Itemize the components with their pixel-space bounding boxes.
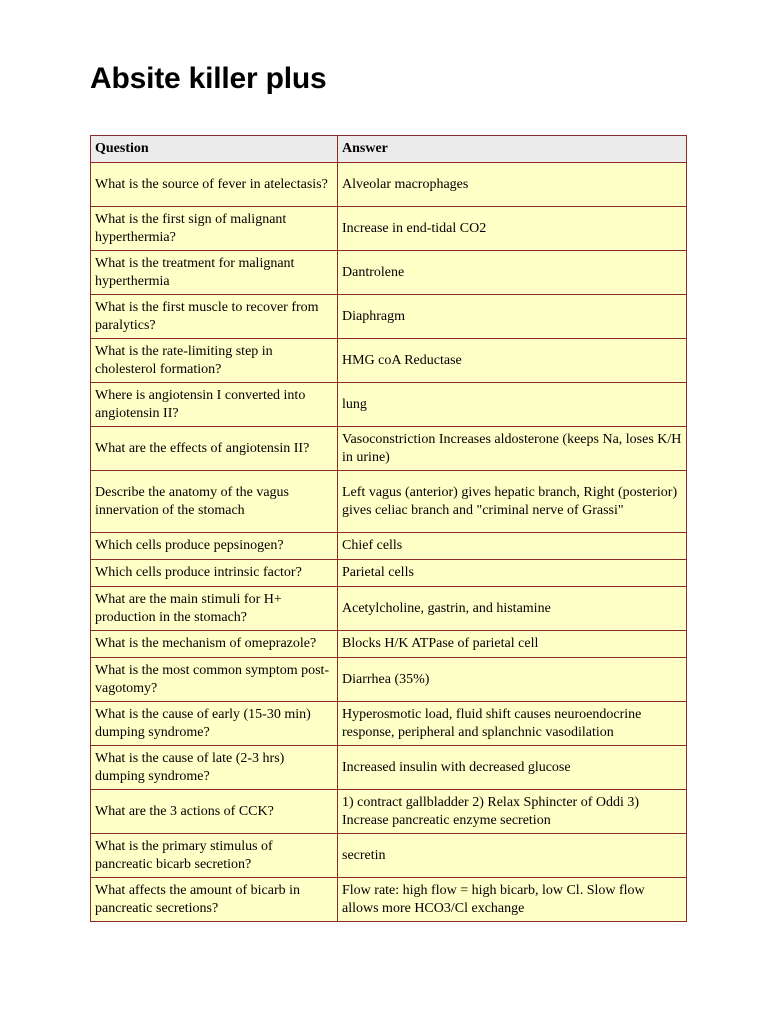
answer-cell: Flow rate: high flow = high bicarb, low Cl. Slow flow allows more HCO3/Cl exchange	[338, 878, 687, 922]
column-header-question: Question	[91, 136, 338, 163]
table-row	[91, 339, 687, 383]
table-row	[91, 427, 687, 471]
question-cell: Which cells produce intrinsic factor?	[91, 560, 338, 587]
question-cell: What is the treatment for malignant hyperthermia	[91, 251, 338, 295]
table-row	[91, 746, 687, 790]
table-row	[91, 878, 687, 922]
table-row	[91, 587, 687, 631]
qa-table	[90, 135, 687, 922]
question-cell: Which cells produce pepsinogen?	[91, 533, 338, 560]
column-header-answer: Answer	[338, 136, 687, 163]
answer-cell: HMG coA Reductase	[338, 339, 687, 383]
answer-cell: secretin	[338, 834, 687, 878]
table-row	[91, 163, 687, 207]
page-title: Absite killer plus	[90, 62, 327, 95]
question-cell: Describe the anatomy of the vagus innervation of the stomach	[91, 471, 338, 533]
question-cell: What is the primary stimulus of pancreatic bicarb secretion?	[91, 834, 338, 878]
answer-cell: Alveolar macrophages	[338, 163, 687, 207]
answer-cell: Hyperosmotic load, fluid shift causes neuroendocrine response, peripheral and splanchnic vasodilation	[338, 702, 687, 746]
table-row	[91, 790, 687, 834]
question-cell: What is the source of fever in atelectasis?	[91, 163, 338, 207]
table-row	[91, 471, 687, 533]
answer-cell: Acetylcholine, gastrin, and histamine	[338, 587, 687, 631]
table-row	[91, 560, 687, 587]
answer-cell: Parietal cells	[338, 560, 687, 587]
answer-cell: Vasoconstriction Increases aldosterone (keeps Na, loses K/H in urine)	[338, 427, 687, 471]
table-row	[91, 207, 687, 251]
table-row	[91, 383, 687, 427]
question-cell: What are the 3 actions of CCK?	[91, 790, 338, 834]
question-cell: What are the effects of angiotensin II?	[91, 427, 338, 471]
question-cell: What affects the amount of bicarb in pancreatic secretions?	[91, 878, 338, 922]
question-cell: What are the main stimuli for H+ production in the stomach?	[91, 587, 338, 631]
answer-cell: Diarrhea (35%)	[338, 658, 687, 702]
question-cell: What is the mechanism of omeprazole?	[91, 631, 338, 658]
answer-cell: Dantrolene	[338, 251, 687, 295]
question-cell: What is the cause of early (15-30 min) dumping syndrome?	[91, 702, 338, 746]
question-cell: Where is angiotensin I converted into angiotensin II?	[91, 383, 338, 427]
question-cell: What is the cause of late (2-3 hrs) dumping syndrome?	[91, 746, 338, 790]
answer-cell: Increase in end-tidal CO2	[338, 207, 687, 251]
table-row	[91, 658, 687, 702]
answer-cell: Blocks H/K ATPase of parietal cell	[338, 631, 687, 658]
question-cell: What is the first sign of malignant hyperthermia?	[91, 207, 338, 251]
table-row	[91, 702, 687, 746]
table-header-row	[91, 136, 687, 163]
table-row	[91, 834, 687, 878]
answer-cell: Diaphragm	[338, 295, 687, 339]
question-cell: What is the most common symptom post-vagotomy?	[91, 658, 338, 702]
table-row	[91, 251, 687, 295]
question-cell: What is the rate-limiting step in cholesterol formation?	[91, 339, 338, 383]
answer-cell: 1) contract gallbladder 2) Relax Sphincter of Oddi 3) Increase pancreatic enzyme secretion	[338, 790, 687, 834]
answer-cell: Chief cells	[338, 533, 687, 560]
table-row	[91, 295, 687, 339]
answer-cell: lung	[338, 383, 687, 427]
answer-cell: Left vagus (anterior) gives hepatic branch, Right (posterior) gives celiac branch and "criminal nerve of Grassi"	[338, 471, 687, 533]
answer-cell: Increased insulin with decreased glucose	[338, 746, 687, 790]
table-row	[91, 631, 687, 658]
question-cell: What is the first muscle to recover from paralytics?	[91, 295, 338, 339]
table-row	[91, 533, 687, 560]
